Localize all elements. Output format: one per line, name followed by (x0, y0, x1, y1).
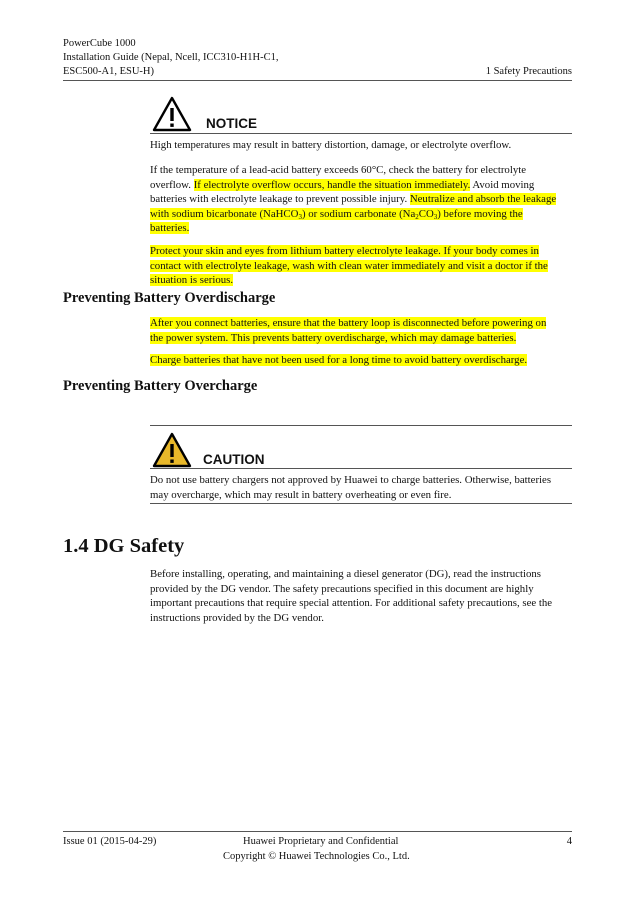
header-guide-models: ESC500-A1, ESU-H) (63, 66, 154, 77)
footer-confidential: Huawei Proprietary and Confidential (243, 836, 399, 847)
caution-mid-rule (150, 468, 572, 469)
header-guide-title: Installation Guide (Nepal, Ncell, ICC310-H1H-C1, (63, 52, 279, 63)
text-run: ) or sodium carbonate (Na (301, 207, 416, 220)
header-rule (63, 80, 572, 81)
overdischarge-paragraph (150, 316, 580, 368)
highlighted-text: contact with electrolyte leakage, wash with clean water immediately and visit a doctor if the (150, 259, 548, 272)
highlighted-text: situation is serious. (150, 274, 234, 287)
highlighted-text (150, 208, 523, 220)
dg-paragraph (150, 567, 580, 625)
highlighted-text: Charge batteries that have not been used for a long time to avoid battery overdischarge. (150, 354, 528, 367)
text-run: ) before moving the (437, 207, 523, 220)
page-number: 4 (566, 836, 572, 847)
overdischarge-heading: Preventing Battery Overdischarge (63, 290, 276, 306)
caution-title: CAUTION (203, 452, 265, 467)
text-line: Before installing, operating, and maintaining a diesel generator (DG), read the instructions (150, 568, 541, 580)
section-heading: 1.4 DG Safety (63, 535, 185, 557)
header-product: PowerCube 1000 (63, 38, 136, 49)
text-run: batteries with electrolyte leakage to prevent possible injury. (150, 193, 410, 206)
caution-top-rule (150, 425, 572, 426)
text-line: Do not use battery chargers not approved by Huawei to charge batteries. Otherwise, batteries (150, 474, 552, 486)
text-run: overflow. (150, 178, 194, 191)
warning-triangle-icon (152, 96, 192, 137)
notice-title: NOTICE (206, 116, 258, 131)
text-run: with sodium bicarbonate (NaHCO (150, 207, 299, 220)
highlighted-text: batteries. (150, 222, 190, 235)
highlighted-text: After you connect batteries, ensure that the battery loop is disconnected before powering on (150, 317, 547, 329)
notice-text: High temperatures may result in battery distortion, damage, or electrolyte overflow. (150, 139, 512, 151)
caution-text (150, 473, 580, 502)
highlighted-text: Neutralize and absorb the leakage (409, 193, 557, 206)
text-line: provided by the DG vendor. The safety precautions specified in this document are highly (150, 582, 534, 595)
caution-triangle-icon (152, 432, 192, 473)
battery-temp-paragraph (150, 163, 580, 288)
text-line: may overcharge, which may result in battery overheating or even fire. (150, 488, 452, 501)
subscript: 3 (433, 212, 438, 221)
footer-rule (63, 831, 572, 832)
text-run: Avoid moving (470, 178, 535, 191)
subscript: 3 (298, 212, 302, 221)
caution-bottom-rule (150, 503, 572, 504)
text-run: CO (418, 207, 434, 220)
highlighted-text: the power system. This prevents battery overdischarge, which may damage batteries. (150, 331, 517, 344)
highlighted-text: If electrolyte overflow occurs, handle the situation immediately. (193, 178, 471, 191)
text-line: instructions provided by the DG vendor. (150, 611, 324, 624)
footer-issue: Issue 01 (2015-04-29) (63, 836, 157, 847)
overcharge-heading: Preventing Battery Overcharge (63, 378, 258, 394)
text-line: important precautions that require special attention. For additional safety precautions, see the (150, 597, 553, 610)
notice-top-rule (150, 133, 572, 134)
subscript: 2 (415, 212, 419, 221)
header-section: 1 Safety Precautions (485, 66, 572, 77)
highlighted-text: Protect your skin and eyes from lithium battery electrolyte leakage. If your body comes in (150, 244, 539, 257)
footer-copyright: Copyright © Huawei Technologies Co., Ltd. (223, 851, 410, 862)
text-line: If the temperature of a lead-acid battery exceeds 60°C, check the battery for electrolyte (150, 164, 527, 176)
